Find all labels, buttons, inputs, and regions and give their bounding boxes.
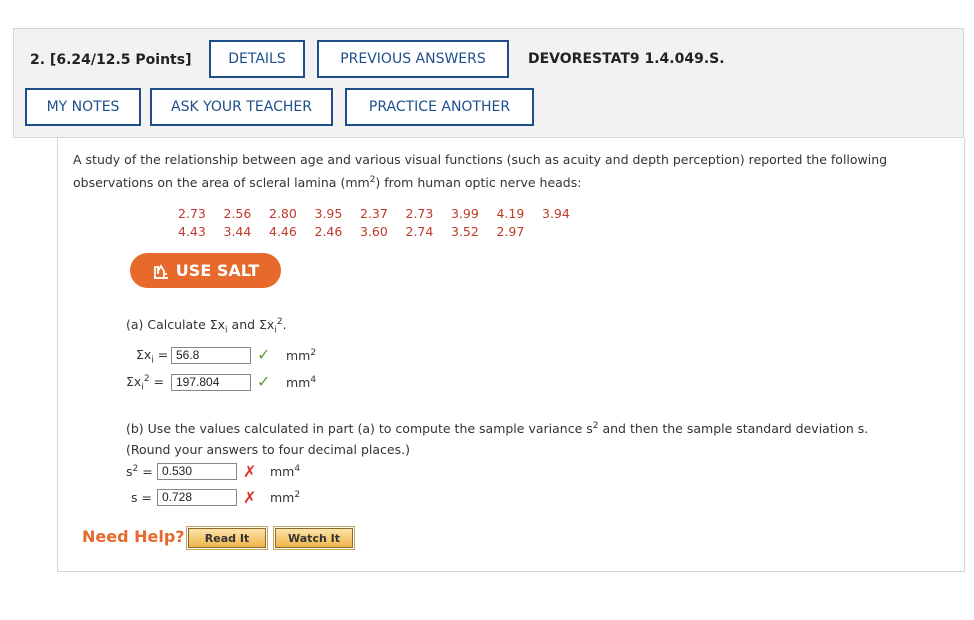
salt-icon	[152, 262, 170, 280]
sd-unit: $mm^2$	[270, 490, 301, 506]
data-value: 3.52	[451, 224, 479, 239]
read-it-button[interactable]: Read It	[188, 528, 266, 548]
watch-it-button[interactable]: Watch It	[275, 528, 353, 548]
data-value: 4.46	[269, 224, 297, 239]
sd-input[interactable]: 0.728	[157, 489, 237, 506]
intro-line-2: observations on the area of scleral lamina $(mm^2)$ from human optic nerve heads:	[73, 174, 582, 190]
data-value: 3.60	[360, 224, 388, 239]
variance-input[interactable]: 0.530	[157, 463, 237, 480]
sum-label: $\Sigma x_i$ =	[136, 347, 169, 366]
problem-code: DEVORESTAT9 1.4.049.S.	[528, 51, 725, 67]
data-value: 4.19	[496, 206, 525, 221]
data-value: 4.43	[178, 224, 206, 239]
practice-another-button[interactable]: PRACTICE ANOTHER	[345, 88, 534, 126]
problem-intro	[73, 148, 953, 194]
part-b-prompt-line-1: (b) Use the values calculated in part (a) to compute the sample variance $s^2$ and then the sample standard deviation s.	[126, 421, 869, 437]
cross-icon: ✗	[243, 488, 257, 507]
data-row-1	[178, 206, 588, 221]
data-value: 2.46	[314, 224, 343, 239]
data-value: 2.74	[405, 224, 434, 239]
data-value: 2.37	[360, 206, 388, 221]
data-value: 2.56	[223, 206, 252, 221]
need-help-label: Need Help?	[82, 527, 185, 546]
question-label: 2. [6.24/12.5 Points]	[30, 52, 192, 68]
details-button[interactable]: DETAILS	[209, 40, 305, 78]
previous-answers-button[interactable]: PREVIOUS ANSWERS	[317, 40, 509, 78]
data-value: 2.80	[269, 206, 297, 221]
sum-unit: $mm^2$	[286, 348, 317, 364]
sumsq-unit: $mm^4$	[286, 375, 317, 391]
data-value: 2.97	[496, 224, 525, 239]
data-value: 2.73	[178, 206, 206, 221]
sumsq-input[interactable]: 197.804	[171, 374, 251, 391]
ask-your-teacher-button[interactable]: ASK YOUR TEACHER	[150, 88, 333, 126]
check-icon: ✓	[257, 345, 271, 364]
sumsq-label: $\Sigma x_i^2$ =	[126, 374, 164, 393]
check-icon: ✓	[257, 372, 271, 391]
my-notes-button[interactable]: MY NOTES	[25, 88, 141, 126]
data-value: 3.99	[451, 206, 479, 221]
data-value: 3.44	[223, 224, 252, 239]
sum-input[interactable]: 56.8	[171, 347, 251, 364]
data-value: 3.95	[314, 206, 343, 221]
use-salt-label: USE SALT	[175, 261, 260, 280]
part-a-prompt: (a) Calculate $\Sigma x_i$ and $\Sigma x_i^2$.	[126, 317, 287, 336]
sd-label: s =	[131, 490, 152, 505]
data-value: 2.73	[405, 206, 434, 221]
question-header	[13, 28, 964, 138]
use-salt-button[interactable]	[130, 253, 281, 288]
cross-icon: ✗	[243, 462, 257, 481]
data-value: 3.94	[542, 206, 570, 221]
variance-label: $s^2$ =	[126, 464, 153, 480]
part-b-prompt-line-2: (Round your answers to four decimal places.)	[126, 442, 410, 457]
variance-unit: $mm^4$	[270, 464, 301, 480]
intro-line-1: A study of the relationship between age and various visual functions (such as acuity and depth perception) reported the following	[73, 152, 888, 167]
data-row-2	[178, 224, 542, 239]
